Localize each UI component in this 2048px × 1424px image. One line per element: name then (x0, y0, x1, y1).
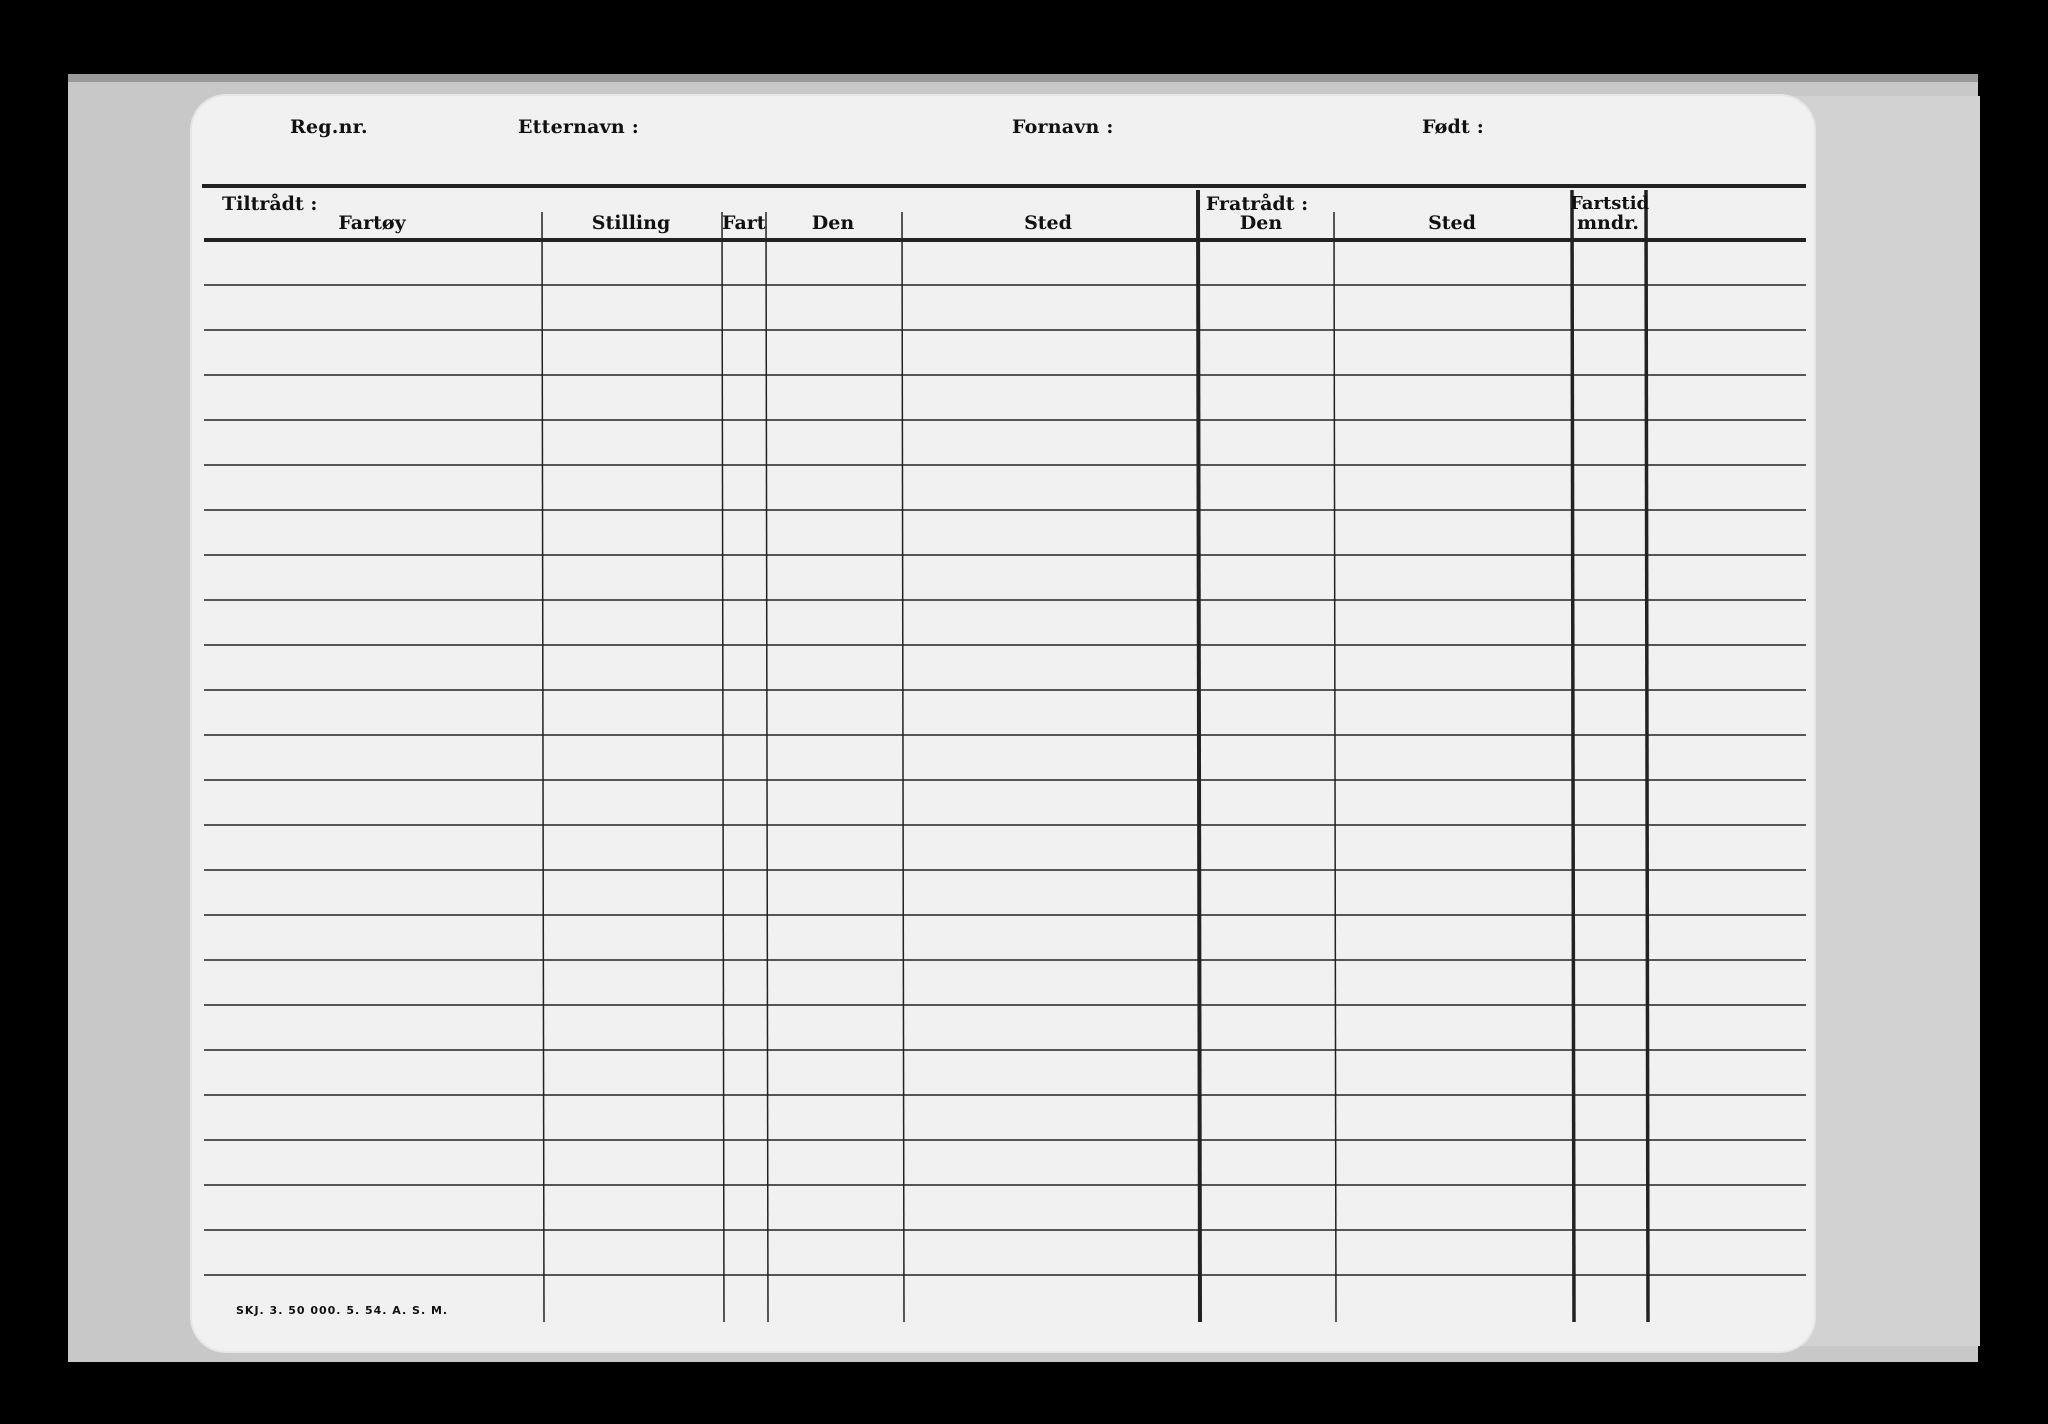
column-line (1198, 190, 1200, 1322)
reg-nr-label: Reg.nr. (290, 116, 368, 138)
tiltradt-label: Tiltrådt : (222, 193, 318, 215)
den-header: Den (811, 212, 855, 234)
fornavn-label: Fornavn : (1012, 116, 1114, 138)
column-line (1646, 190, 1648, 1322)
fartstid-header: Fartstid (1570, 193, 1650, 214)
column-line (1572, 190, 1574, 1322)
sted-header: Sted (1024, 212, 1072, 234)
fratradt-sted-header: Sted (1428, 212, 1476, 234)
stilling-header: Stilling (591, 212, 671, 234)
column-line (722, 212, 724, 1322)
column-line (542, 212, 544, 1322)
fratradt-den-header: Den (1239, 212, 1283, 234)
mndr-header: mndr. (1576, 212, 1640, 234)
fartoy-header: Fartøy (338, 212, 406, 234)
etternavn-label: Etternavn : (518, 116, 639, 138)
fodt-label: Født : (1422, 116, 1485, 138)
fratradt-label: Fratrådt : (1205, 193, 1309, 215)
column-line (766, 212, 768, 1322)
form-print-code: SKJ. 3. 50 000. 5. 54. A. S. M. (236, 1304, 449, 1317)
column-line (902, 212, 904, 1322)
column-line (1334, 212, 1336, 1322)
fart-header: Fart (722, 212, 766, 234)
